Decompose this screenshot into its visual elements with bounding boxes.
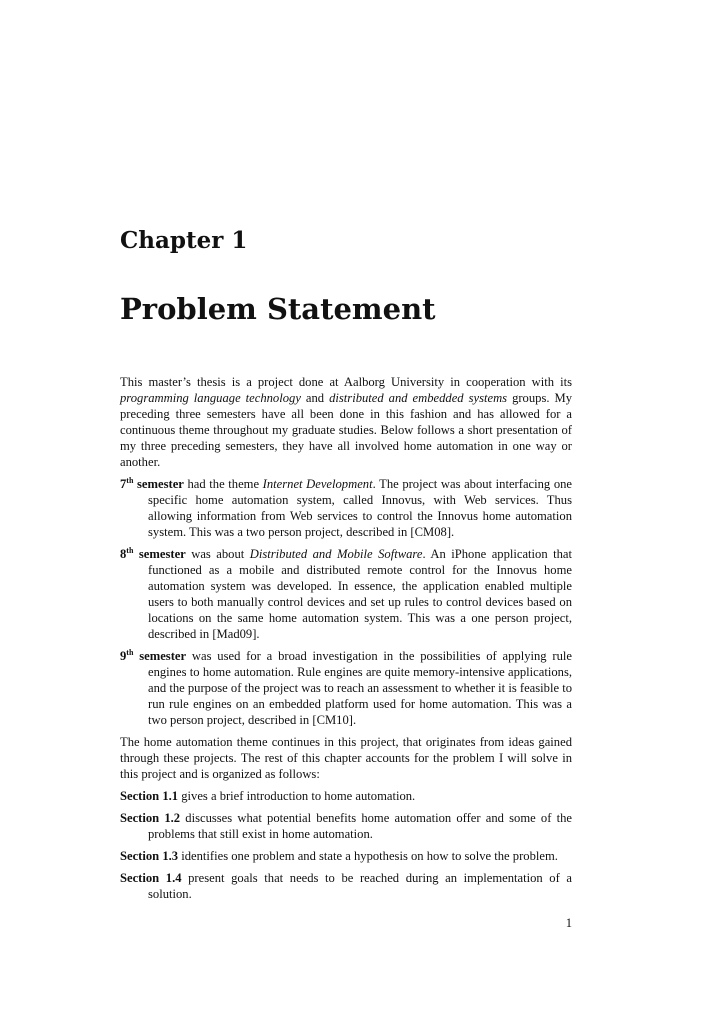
section-item: Section 1.3 identifies one problem and state a hypothesis on how to solve the problem. (120, 849, 558, 863)
semester-theme: Internet Development (262, 477, 373, 491)
group-name: distributed and embedded systems (329, 391, 508, 405)
section-item: Section 1.1 gives a brief introduction to home automation. (120, 789, 416, 803)
section-item: Section 1.4 present goals that needs to be reached during an implementation of a solution. (120, 871, 572, 901)
semester-theme: Distributed and Mobile Software (249, 547, 423, 561)
semester-item-9: 9th semester was used for a broad investigation in the possibilities of applying rule engines to home automation. Rule engines are quite memory-intensive applications, and the purpose of the project was to reach an assessment to whether it is feasible to run rule engines on an embedded platform used for home automation. This was a two person project, described in [CM10]. (120, 647, 572, 727)
section-link[interactable]: Section 1.3 (120, 849, 179, 863)
section-link[interactable]: Section 1.1 (120, 789, 179, 803)
intro-paragraph: This master’s thesis is a project done at Aalborg University in cooperation with its programming language technology and distributed and embedded systems groups. My preceding three semesters have all been done in this fashion and has allowed for a continuous theme throughout my graduate studies. Below follows a short presentation of my three preceding semesters, they have all involved home automation in one way or another. (120, 375, 572, 469)
semester-item-8: 8th semester was about Distributed and Mobile Software. An iPhone application that functioned as a mobile and distributed remote control for the Innovus home automation system was developed. In essence, the application enabled multiple users to both manually control devices and set up rules to control devices based on locations on the same home automation system. This was a one person project, described in [Mad09]. (120, 545, 573, 641)
section-link[interactable]: Section 1.4 (120, 871, 182, 885)
chapter-title: Problem Statement (120, 292, 436, 326)
semester-heading: 9th semester (120, 647, 187, 663)
semester-heading: 8th semester (120, 545, 186, 561)
semester-item-7: 7th semester had the theme Internet Development. The project was about interfacing one specific home automation system, called Innovus, with Web services. Thus allowing information from Web services to control the Innovus home automation system. This was a two person project, described in [CM08]. (120, 475, 573, 539)
semester-heading: 7th semester (120, 475, 184, 491)
chapter-label: Chapter 1 (120, 227, 248, 254)
group-name: programming language technology (120, 391, 301, 405)
section-link[interactable]: Section 1.2 (120, 811, 181, 825)
outline-intro: The home automation theme continues in this project, that originates from ideas gained through these projects. The rest of this chapter accounts for the problem I will solve in this project and is organized as follows: (120, 735, 572, 781)
page-number: 1 (565, 916, 572, 930)
section-item: Section 1.2 discusses what potential benefits home automation offer and some of the problems that still exist in home automation. (120, 811, 572, 841)
chapter-body (120, 374, 572, 908)
